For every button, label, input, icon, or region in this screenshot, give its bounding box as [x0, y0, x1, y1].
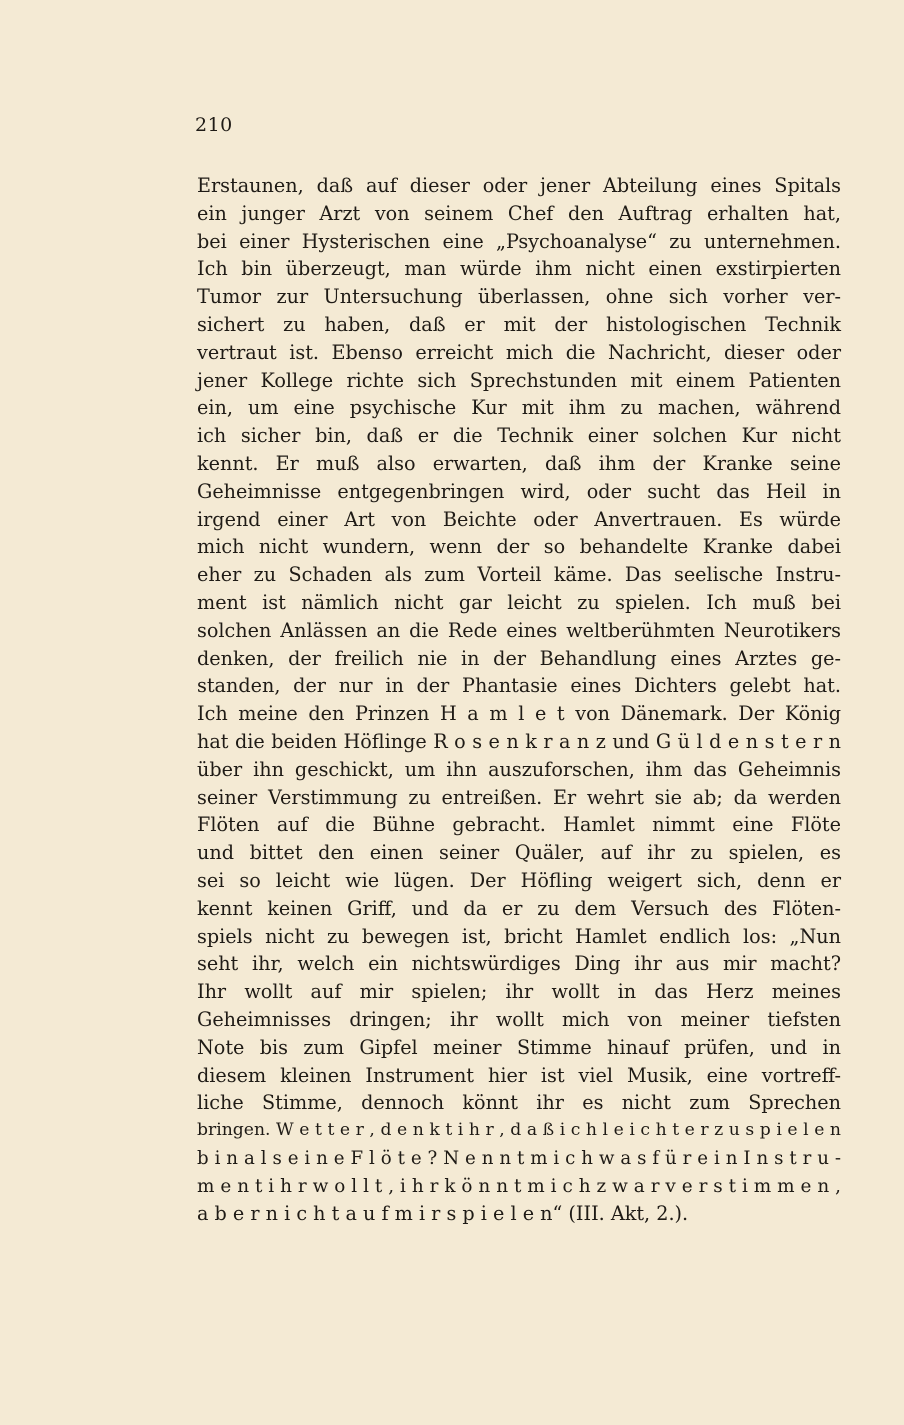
text-line: vertraut ist. Ebenso erreicht mich die Nachricht, dieser oder — [197, 340, 841, 364]
text-line: mich nicht wundern, wenn der so behandelte Kranke dabei — [197, 535, 841, 559]
text-line: ment ist nämlich nicht gar leicht zu spielen. Ich muß bei — [197, 590, 841, 614]
text-line: ein, um eine psychische Kur mit ihm zu machen, während — [197, 396, 841, 420]
text-line: ich sicher bin, daß er die Technik einer solchen Kur nicht — [197, 424, 841, 448]
text-line: spiels nicht zu bewegen ist, bricht Hamlet endlich los: „Nun — [197, 924, 841, 948]
text-line: seiner Verstimmung zu entreißen. Er wehrt sie ab; da werden — [197, 785, 841, 809]
text-line: Erstaunen, daß auf dieser oder jener Abteilung eines Spitals — [197, 174, 841, 197]
text-line: und bittet den einen seiner Quäler, auf ihr zu spielen, es — [197, 841, 841, 865]
text-line: kennt keinen Griff, und da er zu dem Versuch des Flöten- — [197, 896, 841, 920]
text-line: Tumor zur Untersuchung überlassen, ohne sich vorher ver- — [197, 285, 841, 309]
text-line: denken, der freilich nie in der Behandlung eines Arztes ge- — [197, 646, 841, 670]
text-line: Ich bin überzeugt, man würde ihm nicht einen exstirpierten — [197, 257, 841, 281]
text-line: liche Stimme, dennoch könnt ihr es nicht zum Sprechen — [197, 1091, 841, 1115]
text-line: b i n a l s e i n e F l ö t e ? N e n n t m i c h w a s f ü r e i n I n s t r u - — [197, 1147, 841, 1169]
text-line: sichert zu haben, daß er mit der histologischen Technik — [197, 312, 841, 336]
text-line: irgend einer Art von Beichte oder Anvertrauen. Es würde — [197, 507, 841, 531]
text-line: diesem kleinen Instrument hier ist viel Musik, eine vortreff- — [197, 1063, 841, 1087]
text-line: kennt. Er muß also erwarten, daß ihm der Kranke seine — [197, 451, 841, 475]
text-line: sei so leicht wie lügen. Der Höfling weigert sich, denn er — [197, 868, 841, 892]
text-line: Geheimnisse entgegenbringen wird, oder sucht das Heil in — [197, 479, 841, 503]
text-line: solchen Anlässen an die Rede eines weltberühmten Neurotikers — [197, 618, 841, 642]
text-line: Ihr wollt auf mir spielen; ihr wollt in das Herz meines — [197, 980, 841, 1004]
text-line: a b e r n i c h t a u f m i r s p i e l e n“ (III. Akt, 2.). — [197, 1202, 689, 1226]
text-line: über ihn geschickt, um ihn auszuforschen, ihm das Geheimnis — [197, 757, 841, 781]
text-line: ein junger Arzt von seinem Chef den Auftrag erhalten hat, — [197, 201, 841, 225]
text-line: bringen. W e t t e r , d e n k t i h r , d a ß i c h l e i c h t e r z u s p i e l e n — [197, 1120, 841, 1141]
text-line: jener Kollege richte sich Sprechstunden mit einem Patienten — [197, 368, 841, 392]
text-line: m e n t i h r w o l l t , i h r k ö n n t m i c h z w a r v e r s t i m m e n , — [197, 1175, 841, 1197]
text-line: eher zu Schaden als zum Vorteil käme. Das seelische Instru- — [197, 563, 841, 587]
text-line: Flöten auf die Bühne gebracht. Hamlet nimmt eine Flöte — [197, 813, 841, 837]
text-line: Geheimnisses dringen; ihr wollt mich von meiner tiefsten — [197, 1007, 841, 1031]
text-line: bei einer Hysterischen eine „Psychoanalyse“ zu unternehmen. — [197, 229, 841, 253]
text-line: Ich meine den Prinzen H a m l e t von Dänemark. Der König — [197, 702, 841, 726]
text-line: Note bis zum Gipfel meiner Stimme hinauf prüfen, und in — [197, 1035, 841, 1059]
page-number: 210 — [195, 114, 233, 136]
text-line: seht ihr, welch ein nichtswürdiges Ding ihr aus mir macht? — [197, 952, 841, 976]
text-line: hat die beiden Höflinge R o s e n k r a n z und G ü l d e n s t e r n — [197, 729, 841, 753]
text-line: standen, der nur in der Phantasie eines Dichters gelebt hat. — [197, 674, 841, 698]
body-text — [197, 172, 841, 1228]
